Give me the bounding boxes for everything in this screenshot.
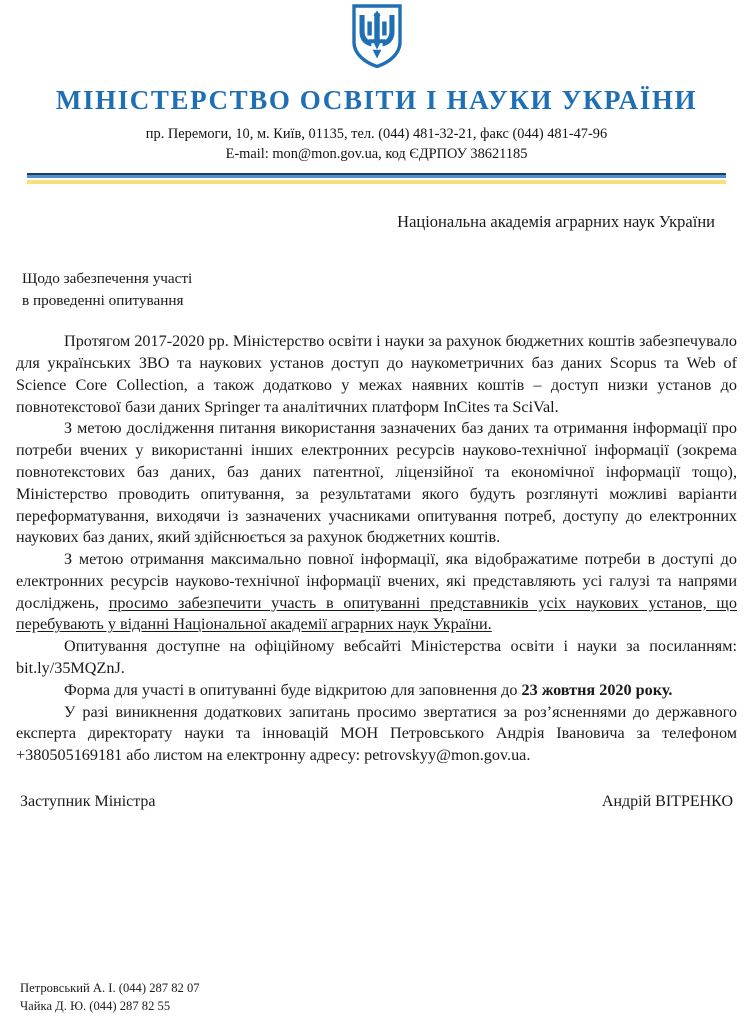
body-paragraph-3: [16, 549, 737, 636]
body-paragraph-4: Опитування доступне на офіційному вебсайті Міністерства освіти і науки за посиланням: bit.ly/35MQZnJ.: [16, 637, 737, 677]
signatory-position: Заступник Міністра: [20, 792, 156, 810]
letter-body: [0, 331, 753, 767]
body-paragraph-3-underlined: просимо забезпечити участь в опитуванні представників усіх наукових установ, що перебувають у віданні Національної академії аграрних наук України.: [16, 593, 737, 634]
letterhead-email-line: E-mail: mon@mon.gov.ua, код ЄДРПОУ 38621185: [225, 145, 528, 162]
signature-block: [0, 793, 753, 811]
footer-contact-2: Чайка Д. Ю. (044) 287 82 55: [20, 999, 171, 1014]
body-paragraph-1: Протягом 2017-2020 рр. Міністерство освіти і науки за рахунок бюджетних коштів забезпечувало для українських ЗВО та наукових установ доступ до наукометричних баз даних Scopus та Web of Science Core Collection, а також додатково у межах наявних коштів – доступ низки установ до повнотекстової бази даних Springer та аналітичних платформ InCites та SciVal.: [16, 332, 737, 416]
body-paragraph-2: З метою дослідження питання використання зазначених баз даних та отримання інформації про потреби вчених у використанні інших електронних ресурсів науково-технічної інформації (зокрема повнотекстових баз даних, баз даних патентної, ліцензійної та економічної інформації тощо), Міністерство проводить опитування, за результатами якого будуть розглянуті можливі варіанти переформатування, виходячи із зазначених учасниками опитування потреб, доступу до електронних наукових баз даних, який здійснюється за рахунок бюджетних коштів.: [16, 419, 737, 547]
letterhead: [0, 0, 753, 164]
subject-line-2: в проведенні опитування: [22, 291, 184, 309]
emblem-container: [0, 4, 753, 70]
body-paragraph-6: У разі виникнення додаткових запитань просимо звертатися за роз’ясненнями до державного експерта директорату науки та інновацій МОН Петровського Андрія Івановича за телефоном +380505169181 або листом на електронну адресу: petrovskyy@mon.gov.ua.: [16, 702, 737, 765]
page-title: МІНІСТЕРСТВО ОСВІТИ І НАУКИ УКРАЇНИ: [55, 85, 698, 115]
footer-contact-1: Петровський А. І. (044) 287 82 07: [20, 981, 200, 996]
addressee: Національна академія аграрних наук України: [397, 211, 715, 231]
letterhead-contacts: [0, 125, 753, 163]
body-paragraph-5: [16, 680, 737, 702]
body-paragraph-3-plain: З метою отримання максимально повної інформації, яка відображатиме потреби в доступі до електронних ресурсів науково-технічної інформації вчених, які представляють усі галузі та напрями досліджень,: [16, 550, 737, 612]
ukrainian-coat-of-arms-trident-icon: [351, 4, 403, 68]
body-paragraph-5-plain: Форма для участі в опитуванні буде відкритою для заповнення до: [64, 680, 522, 699]
subject-block: [0, 268, 753, 311]
signatory-name: Андрій ВІТРЕНКО: [601, 792, 733, 810]
header-divider: [27, 173, 726, 184]
letterhead-address-line: пр. Перемоги, 10, м. Київ, 01135, тел. (044) 481-32-21, факс (044) 481-47-96: [145, 126, 608, 143]
divider-yellow-line: [27, 180, 726, 184]
deadline-date: 23 жовтня 2020 року.: [521, 680, 673, 699]
subject-line-1: Щодо забезпечення участі: [22, 270, 193, 288]
footer-contacts: [20, 980, 200, 1016]
